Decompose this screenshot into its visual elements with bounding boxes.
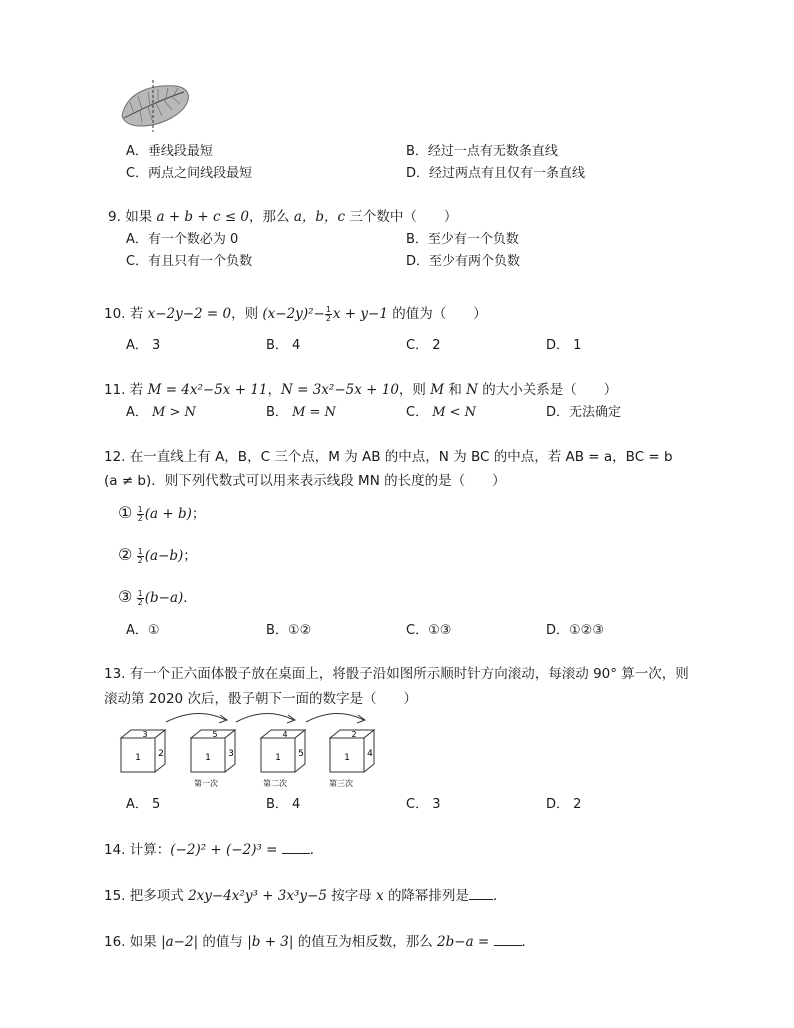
die-3-top: 4 — [282, 730, 288, 739]
q11-n-definition: N = 3x²−5x + 10 — [281, 382, 399, 398]
q10-option-b[interactable]: B． 4 — [266, 338, 301, 353]
q10-text-a: 若 — [129, 306, 144, 322]
q11-separator: ， — [267, 382, 281, 398]
q11-n: N — [466, 382, 478, 398]
q9-option-c[interactable]: C．有且只有一个负数 — [126, 254, 253, 269]
q13-option-b[interactable]: B． 4 — [266, 797, 301, 812]
caption-second: 第二次 — [263, 779, 287, 788]
q13-stem-line1 — [104, 662, 689, 682]
die-4-right: 4 — [367, 749, 373, 759]
q8-option-b[interactable]: B．经过一点有无数条直线 — [406, 144, 558, 159]
die-4-top: 2 — [351, 730, 357, 739]
q11-option-c[interactable]: C． M < N — [406, 405, 477, 420]
q16-abs-b: |b + 3| — [247, 934, 294, 950]
die-1 — [121, 730, 165, 772]
q14-number: 14. — [104, 842, 126, 858]
die-3 — [261, 730, 305, 772]
roll-arrow-2 — [236, 713, 294, 722]
q15-answer-blank[interactable] — [469, 887, 493, 900]
q15-polynomial: 2xy−4x²y³ + 3x³y−5 — [188, 888, 327, 904]
q13-option-c[interactable]: C． 3 — [406, 797, 441, 812]
die-3-front: 1 — [275, 753, 281, 763]
q16-number: 16. — [104, 934, 126, 950]
q13-line1-text: 有一个正六面体骰子放在桌面上，将骰子沿如图所示顺时针方向滚动，每滚动 90° 算一次，则 — [129, 666, 689, 682]
q15-stem — [104, 884, 506, 904]
q12-option-b[interactable]: B．①② — [266, 623, 312, 638]
q9-option-d[interactable]: D．至少有两个负数 — [406, 254, 521, 269]
roll-arrow-1 — [166, 713, 226, 722]
q10-option-c[interactable]: C． 2 — [406, 338, 441, 353]
q11-option-d[interactable]: D．无法确定 — [546, 405, 622, 420]
die-1-top: 3 — [142, 730, 148, 739]
die-4 — [330, 730, 374, 772]
q12-option-d[interactable]: D．①②③ — [546, 623, 604, 638]
q8-option-d[interactable]: D．经过两点有且仅有一条直线 — [406, 166, 586, 181]
q15-variable: x — [376, 888, 384, 904]
q13-number: 13. — [104, 666, 126, 682]
die-2-top: 5 — [212, 730, 218, 739]
q11-option-b[interactable]: B． M = N — [266, 405, 336, 420]
q11-text-b: ，则 — [398, 382, 426, 398]
q12-stem-line1 — [104, 445, 673, 465]
q16-text-c: 的值互为相反数，那么 — [297, 934, 433, 950]
q13-option-a[interactable]: A． 5 — [126, 797, 161, 812]
q13-stem-line2: 滚动第 2020 次后，骰子朝下一面的数字是（ ） — [104, 691, 417, 707]
q12-stem-line2: (a ≠ b)．则下列代数式可以用来表示线段 MN 的长度的是（ ） — [104, 473, 506, 489]
q16-text-a: 如果 — [129, 934, 157, 950]
caption-first: 第一次 — [194, 779, 218, 788]
q14-stem — [104, 838, 323, 858]
q16-target-expression: 2b−a = — [437, 934, 490, 950]
q16-end: ． — [521, 934, 536, 950]
q12-number: 12. — [104, 449, 126, 465]
q9-stem — [108, 205, 457, 225]
q14-text-a: 计算： — [129, 842, 171, 858]
q16-stem — [104, 930, 535, 950]
q10-stem — [104, 302, 487, 323]
q9-option-b[interactable]: B．至少有一个负数 — [406, 232, 519, 247]
q11-number: 11. — [104, 382, 126, 398]
die-4-front: 1 — [344, 753, 350, 763]
q9-vars: a，b，c — [293, 209, 346, 225]
q12-item-1: ① $\frac{1}{2}$ (a + b)； — [118, 503, 206, 523]
q10-text-c: 的值为（ ） — [392, 306, 487, 322]
q13-option-d[interactable]: D． 2 — [546, 797, 582, 812]
q16-text-b: 的值与 — [202, 934, 243, 950]
q8-option-a[interactable]: A．垂线段最短 — [126, 144, 213, 159]
q10-equation: x−2y−2 = 0 — [147, 306, 232, 322]
q16-answer-blank[interactable] — [494, 933, 522, 946]
q10-number: 10. — [104, 306, 126, 322]
q9-text-c: 三个数中（ ） — [349, 209, 458, 225]
q12-item-3: ③ $\frac{1}{2}$ (b−a)． — [118, 587, 197, 607]
q11-stem — [104, 378, 617, 398]
leaf-image — [118, 80, 192, 132]
q11-text-c: 的大小关系是（ ） — [482, 382, 618, 398]
q11-text-a: 若 — [129, 382, 144, 398]
die-1-right: 2 — [158, 749, 164, 759]
die-1-front: 1 — [135, 753, 141, 763]
caption-third: 第三次 — [329, 779, 353, 788]
q11-option-a[interactable]: A． M > N — [126, 405, 196, 420]
q9-condition: a + b + c ≤ 0 — [156, 209, 250, 225]
q16-abs-a: |a−2| — [161, 934, 199, 950]
q10-text-b: ，则 — [231, 306, 259, 322]
q10-fraction: $\frac{1}{2}$ — [325, 304, 331, 323]
q12-option-a[interactable]: A．① — [126, 623, 160, 638]
q8-option-c[interactable]: C．两点之间线段最短 — [126, 166, 253, 181]
q12-item-2: ② $\frac{1}{2}$ (a−b)； — [118, 545, 197, 565]
die-2-right: 3 — [228, 749, 234, 759]
q10-option-d[interactable]: D． 1 — [546, 338, 582, 353]
q11-m-definition: M = 4x²−5x + 11 — [147, 382, 268, 398]
q11-and: 和 — [448, 382, 462, 398]
dice-rolling-figure — [116, 708, 396, 792]
q9-text-b: ，那么 — [249, 209, 290, 225]
q12-line1-text: 在一直线上有 A，B，C 三个点，M 为 AB 的中点，N 为 BC 的中点，若 AB = a，BC = b — [129, 449, 673, 465]
q14-answer-blank[interactable] — [282, 841, 310, 854]
q15-text-a: 把多项式 — [129, 888, 184, 904]
die-2-front: 1 — [205, 753, 211, 763]
q10-expression-a: (x−2y)²− — [262, 306, 325, 322]
q15-text-b: 按字母 — [331, 888, 372, 904]
q15-text-c: 的降幂排列是 — [387, 888, 469, 904]
q12-option-c[interactable]: C．①③ — [406, 623, 452, 638]
q15-number: 15. — [104, 888, 126, 904]
q10-expression-b: x + y−1 — [332, 306, 388, 322]
q14-expression: (−2)² + (−2)³ = — [170, 842, 278, 858]
q14-end: ． — [309, 842, 324, 858]
roll-arrow-3 — [306, 713, 364, 722]
q11-m: M — [430, 382, 445, 398]
q9-number: 9. — [108, 209, 121, 225]
q9-option-a[interactable]: A．有一个数必为 0 — [126, 232, 239, 247]
die-3-right: 5 — [298, 749, 304, 759]
q15-end: ． — [492, 888, 507, 904]
q9-text-a: 如果 — [125, 209, 153, 225]
q10-option-a[interactable]: A． 3 — [126, 338, 161, 353]
die-2 — [191, 730, 235, 772]
